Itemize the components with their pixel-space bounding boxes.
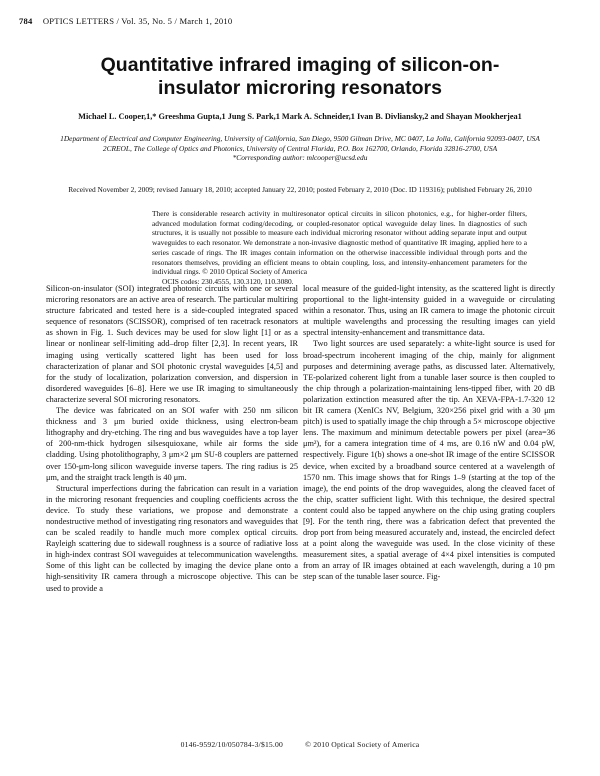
received-dates: Received November 2, 2009; revised January 18, 2010; accepted January 22, 2010; posted February 2, 2010 (Doc. ID 119316); published February 26, 2010 [68,185,532,194]
body-paragraph: Two light sources are used separately: a white-light source is used for broad-spectrum incoherent imaging of the chip, mainly for alignment purposes and determining average paths, as discussed later. Alternatively, TE-polarized coherent light from a tunable laser source is then coupled to the chip through a polarization-maintaining lens-tipped fiber, with 20 dB polarization extinction measured after the tip. An XEVA-FPA-1.7-320 12 bit IR camera (XenICs NV, Belgium, 320×256 pixel grid with a 30 μm pitch) is used to spatially image the chip through a 5× microscope objective lens. The maximum and minimum detectable powers per pixel (area=36 μm²), for a camera integration time of 4 ms, are 0.16 nW and 0.04 pW, respectively. Figure 1(b) shows a one-shot IR image of the entire SCISSOR device, when excited by a broadband source centered at a wavelength of 1570 nm. This image shows that for Rings 1–9 (starting at the top of the image), the end points of the drop waveguides, along the cleaved facet of the chip, scatter sufficient light. With this technique, the desired spectral content could also be tapped anywhere on the chip using grating couplers [9]. For the tenth ring, there was a fabrication defect that prevented the drop port from being measured accurately and, instead, the encircled defect at a point along the waveguide was used. In the close vicinity of these measurement sites, a spatial average of 4×4 pixel intensities is computed from an array of IR images obtained at each wavelength, during a 10 pm step scan of the tunable laser source. Fig- [303,339,555,582]
body-column-left [46,283,298,594]
body-paragraph: local measure of the guided-light intensity, as the scattered light is directly proportional to the light-intensity guided in a waveguide or circulating within a resonator. Thus, using an IR camera to image the photonic circuit at multiple wavelengths and processing the resulting images can yield spectral intensity-enhancement and transmittance data. [303,284,555,338]
abstract [152,209,527,287]
affiliation-ucsd: 1Department of Electrical and Computer Engineering, University of California, San Diego, 9500 Gilman Drive, MC 0407, La Jolla, California 92093-0407, USA [60,134,540,143]
copyright-notice: © 2010 Optical Society of America [305,740,420,749]
article-code: 0146-9592/10/050784-3/$15.00 [180,740,284,749]
body-paragraph: The device was fabricated on an SOI wafer with 250 nm silicon thickness and 3 μm buried oxide thickness, using electron-beam lithography and dry-etching. The ring and bus waveguides have a top layer of 200-nm-thick hydrogen silsesquioxane, while air forms the side cladding. Using photolithography, 3 μm×2 μm SU-8 couplers are patterned over 150-μm-long silicon waveguide inverse tapers. The ring radius is 25 μm, and the straight track length is 40 μm. [46,406,298,482]
corresponding-author: *Corresponding author: mlcooper@ucsd.edu [232,153,368,163]
body-paragraph: Structural imperfections during the fabrication can result in a variation in the microring resonant frequencies and coupling coefficients across the device. To study these variations, we propose and demonstrate a nondestructive method of investigating ring resonators and waveguides that can be scaled readily to handle much more complex optical circuits. Rayleigh scattering due to sidewall roughness is a source of radiative loss in high-index contrast SOI waveguides at telecommunication wavelengths. Some of this light can be collected by imaging the device plane onto a high-sensitivity IR camera through a microscope objective. This can be used to provide a [46,483,298,593]
author-list: Michael L. Cooper,1,* Greeshma Gupta,1 Jung S. Park,1 Mark A. Schneider,1 Ivan B. Divliansky,2 and Shayan Mookherjea1 [78,112,522,121]
body-paragraph: Silicon-on-insulator (SOI) integrated photonic circuits with one or several microring resonators are an active area of research. The particular multiring structure fabricated and tested here is a side-coupled integrated spaced sequence of resonators (SCISSOR), comprised of ten racetrack resonators as shown in Fig. 1. Such devices may be used for slow light [1] or as a linear or nonlinear self-limiting add–drop filter [2,3]. In recent years, IR imaging using vertically scattered light has been used for loss characterization of planar and SOI photonic crystal waveguides [4,5] and for the study of localization, polarization conversion, and dispersion in disordered waveguides [6–8]. Here we use IR imaging to simultaneously characterize several SOI microring resonators. [46,284,298,404]
page-number: 784 [19,16,33,26]
running-header [19,16,581,26]
page-footer [0,740,600,749]
paper-title: Quantitative infrared imaging of silicon-on-insulator microring resonators [100,54,500,99]
affiliations [60,134,540,163]
body-column-right [303,283,555,583]
ocis-codes: OCIS codes: 230.4555, 130.3120, 110.3080. [162,276,294,286]
journal-citation: OPTICS LETTERS / Vol. 35, No. 5 / March 1, 2010 [42,16,233,26]
affiliation-creol: 2CREOL, The College of Optics and Photonics, University of Central Florida, P.O. Box 162700, Orlando, Florida 32816-2700, USA [102,143,498,153]
abstract-text: There is considerable research activity in multiresonator optical circuits in silicon photonics, e.g., for higher-order filters, advanced modulation format coding/decoding, or coupled-resonator optical waveguide delay lines. In diagnostics of such structures, it is usually not possible to measure each individual microring resonator without adding separate input and output waveguides to each resonator. We demonstrate a non-invasive diagnostic method of quantitative IR imaging, applied here to a series cascade of rings. The IR images contain information on the otherwise inaccessible individual through ports and the resonators themselves, providing an efficient means to obtain coupling, loss, and intensity-enhancement parameters for the individual rings. © 2010 Optical Society of America [152,209,527,277]
